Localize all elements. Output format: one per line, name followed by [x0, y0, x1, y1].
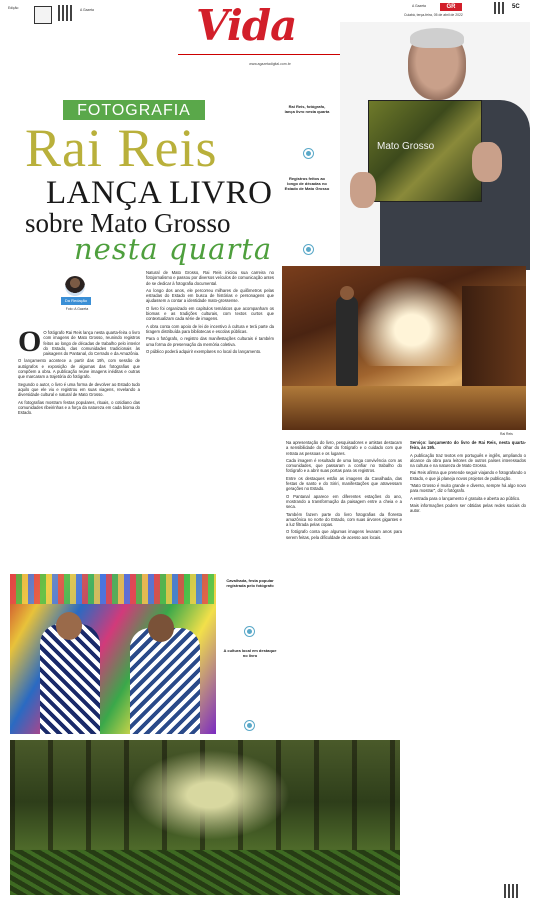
- person-head: [340, 286, 354, 300]
- kicker-tag: FOTOGRAFIA: [63, 100, 205, 120]
- byline-sub: Foto: A Gazeta: [65, 307, 89, 311]
- canyon-floor: [282, 386, 526, 430]
- paragraph: O fotógrafo Rai Reis lança nesta quarta-feira o livro com imagens de Mato Grosso, reunindo registros feitos ao longo de décadas de trabalho pelo interior do Estado, das comunidades tradicionais às paisagens do Pantanal, do Cerrado e da Amazônia.: [43, 330, 140, 357]
- paragraph: O lançamento acontece a partir das 19h, com sessão de autógrafos e exposição de algumas das fotografias que compõem a obra. A publicação reúne imagens inéditas e outras que marcaram a trajetória do fotógrafo.: [18, 358, 140, 380]
- masthead-rule: [178, 54, 348, 55]
- caption-mid-1: Cavalhada, festa popular registrada pelo fotógrafo: [226, 578, 274, 588]
- paragraph: Mais informações podem ser obtidas pelas redes sociais do autor.: [410, 502, 526, 514]
- book-title: Mato Grosso: [377, 141, 435, 152]
- author-hair: [410, 28, 464, 48]
- paragraph: Também fazem parte do livro fotografias da floresta amazônica no norte do Estado, com suas árvores gigantes e a luz filtrada pelas copas.: [286, 511, 402, 528]
- forest-photo: [10, 740, 400, 895]
- caption-top-1: Rai Reis, fotógrafo, lança livro nesta quarta: [284, 104, 330, 114]
- paper-name: A Gazeta: [412, 4, 426, 8]
- headline-line2: LANÇA LIVRO: [46, 175, 273, 211]
- dancer-1: [40, 624, 100, 734]
- paragraph: Ao longo dos anos, ele percorreu milhares de quilômetros pelas estradas do Estado em busca de histórias e personagens que ajudassem a contar a identidade mato-grossense.: [146, 287, 274, 304]
- article-column-4: [410, 440, 526, 880]
- masthead-note: A Gazeta: [80, 8, 94, 12]
- qr-code-icon: [494, 2, 506, 14]
- headline-name: Rai Reis: [25, 118, 218, 178]
- section-title: Vida: [196, 1, 297, 50]
- dancer-2: [130, 628, 200, 734]
- paragraph: Segundo o autor, o livro é uma forma de devolver ao Estado tudo aquilo que ele viu e registrou em suas viagens, revelando a diversidade cultural e natural de Mato Grosso.: [18, 381, 140, 398]
- paragraph: Para o fotógrafo, o registro das manifestações culturais é também uma forma de preservação da memória coletiva.: [146, 336, 274, 347]
- paragraph: O Pantanal aparece em diferentes estações do ano, mostrando a transformação da paisagem entre a cheia e a seca.: [286, 493, 402, 510]
- camera-icon: [303, 244, 314, 255]
- edition-label: Edição: [8, 6, 19, 10]
- page-number: 5C: [512, 4, 520, 10]
- author-photo: [340, 22, 530, 270]
- paragraph: A entrada para o lançamento é gratuita e aberta ao público.: [410, 495, 521, 501]
- article-column-3: [286, 440, 402, 736]
- paragraph: O livro foi organizado em capítulos temáticos que acompanham os biomas e as tradições culturais, com textos curtos que contextualizam cada série de imagens.: [146, 305, 274, 322]
- caption-top-2: Registros feitos ao longo de décadas no Estado de Mato Grosso: [284, 176, 330, 191]
- festival-photo: [10, 574, 216, 734]
- book-cover: [368, 100, 482, 202]
- person-figure: [336, 296, 358, 386]
- article-column-1: [18, 330, 140, 565]
- left-hand: [350, 172, 376, 208]
- caption-mid-2: A cultura local em destaque no livro: [223, 648, 277, 658]
- section-subtitle: www.agazetadigital.com.br: [249, 62, 291, 66]
- right-hand: [472, 142, 502, 182]
- byline-author: Da Redação: [61, 297, 91, 305]
- paragraph: Natural de Mato Grosso, Rai Reis iniciou sua carreira no fotojornalismo e passou por diversos veículos de comunicação antes de se dedicar à fotografia documental.: [146, 270, 274, 286]
- qr-code-icon: [58, 5, 74, 21]
- paragraph: "Mato Grosso é muito grande e diverso, sempre há algo novo para mostrar", diz o fotógrafo.: [410, 483, 526, 494]
- newspaper-icon: [34, 6, 52, 24]
- paragraph: Entre os destaques estão as imagens da Cavalhada, das festas de santo e do Siriri, manifestações que atravessam gerações no Estado.: [286, 475, 402, 492]
- hotline-badge: GR: [440, 3, 462, 11]
- paragraph: Rai Reis afirma que pretende seguir viajando e fotografando o Estado, e que já planeja novos projetos de publicação.: [410, 470, 526, 481]
- paragraph: As fotografias mostram festas populares, rituais, o cotidiano das comunidades ribeirinhas e a força da natureza em cada bioma do Estado.: [18, 399, 140, 416]
- camera-icon: [244, 626, 255, 637]
- paragraph: A publicação traz textos em português e inglês, ampliando o alcance da obra para leitores de outros países interessados na cultura e na natureza de Mato Grosso.: [410, 452, 526, 469]
- forest-floor: [10, 850, 400, 895]
- canyon-photo: [282, 266, 526, 430]
- paragraph: Serviço: lançamento do livro de Rai Reis, nesta quarta-feira, às 19h.: [410, 440, 526, 451]
- paragraph: O fotógrafo conta que algumas imagens levaram anos para serem feitas, pela dificuldade de acesso aos locais.: [286, 529, 402, 540]
- qr-code-icon: [504, 884, 518, 898]
- forest-light: [130, 750, 290, 840]
- drop-cap: O: [18, 330, 42, 358]
- headline-line3: sobre Mato Grosso: [25, 208, 231, 238]
- author-avatar: [65, 276, 85, 296]
- paragraph: Na apresentação do livro, pesquisadores e artistas destacam a sensibilidade do olhar do fotógrafo e o cuidado com que retrata as pessoas e os lugares.: [286, 440, 402, 456]
- date-line: Cuiabá, terça-feira, 05 de abril de 2022: [404, 13, 463, 17]
- dancer-1-face: [56, 612, 82, 640]
- paragraph: A obra conta com apoio de lei de incentivo à cultura e terá parte da tiragem distribuída para bibliotecas e escolas públicas.: [146, 323, 274, 334]
- paragraph: Cada imagem é resultado de uma longa convivência com as comunidades, que passaram a confiar no trabalho do fotógrafo e a abrir suas portas para os registros.: [286, 457, 402, 474]
- camera-icon: [303, 148, 314, 159]
- dancer-2-face: [148, 614, 174, 642]
- camera-icon: [244, 720, 255, 731]
- canyon-light: [352, 276, 472, 366]
- photo-credit: Rai Reis: [500, 432, 513, 436]
- ribbons: [10, 574, 216, 604]
- article-column-2: [146, 270, 274, 565]
- paragraph: O público poderá adquirir exemplares no local do lançamento.: [146, 348, 262, 354]
- headline-line4: nesta quarta: [74, 232, 273, 266]
